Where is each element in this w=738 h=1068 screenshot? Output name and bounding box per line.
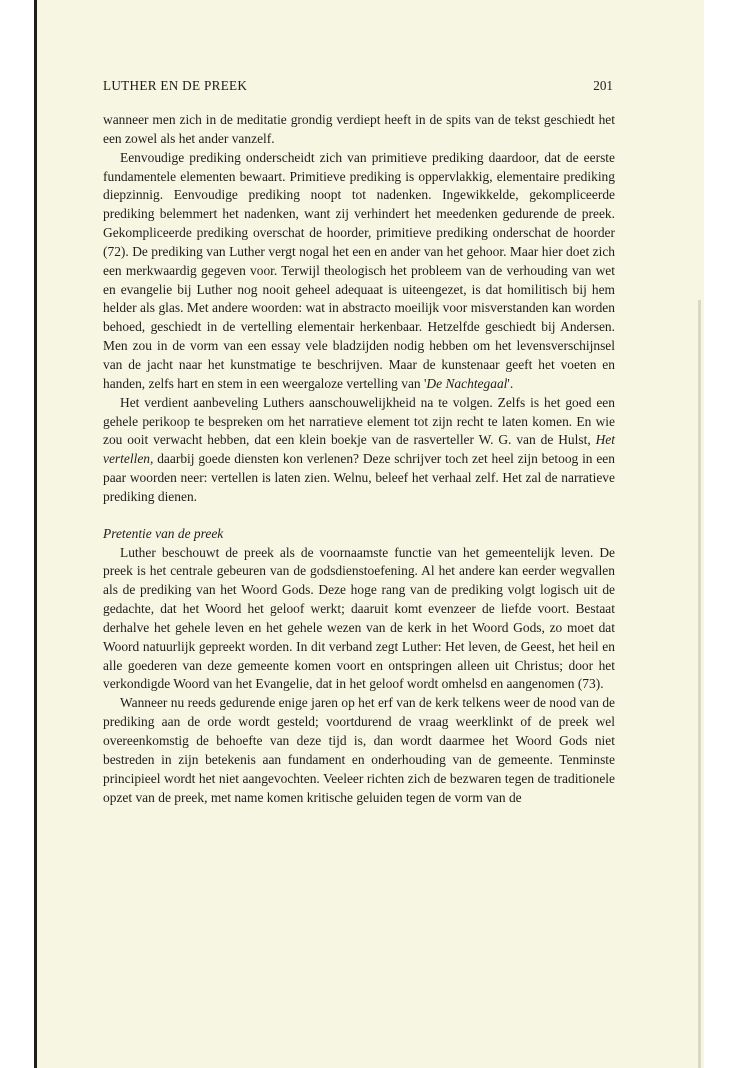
page-binding-edge (34, 0, 37, 1068)
paragraph-sermon-function: Luther beschouwt de preek als de voornaamste functie van het gemeentelijk leven. De preek is het centrale gebeuren van de godsdienstoefening. Al het andere kan eerder wegvallen als de prediking van het Woord Gods. Deze hoge rang van de prediking volgt logisch uit de gedachte, dat het Woord het geloof werkt; daaruit komt evenzeer de liefde voort. Bestaat derhalve het gehele leven en het gehele wezen van de kerk in het Woord Gods, zo moet dat Woord natuurlijk gepreekt worden. In dit verband zegt Luther: Het leven, de Geest, het heil en alle goederen van deze gemeente komen voort en ontspringen alleen uit Christus; door het verkondigde Woord van het Evangelie, dat in het geloof wordt omhelsd en aangenomen (73). (103, 544, 615, 692)
paragraph-text: Het verdient aanbeveling Luthers aanschouwelijkheid na te volgen. Zelfs is het goed een gehele perikoop te bespreken om het narratieve element tot zijn recht te laten komen. En wie zou ooit verwacht hebben, dat een klein boekje van de rasverteller W. G. van de Hulst, (103, 394, 615, 448)
work-title-het-vertellen: Het vertellen, (103, 432, 615, 467)
paragraph-continuation: wanneer men zich in de meditatie grondig verdiept heeft in de spits van de tekst geschiedt het een zowel als het ander vanzelf. (103, 112, 615, 146)
paragraph-text-end: '. (507, 375, 514, 391)
paragraph-text: Eenvoudige prediking onderscheidt zich van primitieve prediking daardoor, dat de eerste fundamentele elementen bewaart. Primitieve prediking is oppervlakkig, elementaire prediking diepzinnig. Eenvoudige prediking noopt tot nadenken. Ingewikkelde, gekompliceerde prediking belemmert het nadenken, want zij verhindert het meedenken gedurende de preek. Gekompliceerde prediking overschat de hoorder, primitieve prediking onderschat de hoorder (72). De prediking van Luther vergt nogal het een en ander van het gehoor. Maar hier doet zich een merkwaardig gegeven voor. Terwijl theologisch het probleem van de verhouding van wet en evangelie bij Luther nog nooit geheel adequaat is uiteengezet, is dat homilitisch bij hem helder als glas. Met andere woorden: wat in abstracto moeilijk voor misverstanden kan worden behoed, geschiedt in de vertelling elementair herkenbaar. Hetzelfde geschiedt bij Andersen. Men zou in de vorm van een essay vele bladzijden nodig hebben om het levensverschijnsel van de jacht naar het kunstmatige te beschrijven. Maar de kunstenaar geeft het voeten en handen, zelfs hart en stem in een weergaloze vertelling van ' (103, 149, 615, 391)
running-title: LUTHER EN DE PREEK (103, 78, 248, 93)
paragraph-need-of-preaching: Wanneer nu reeds gedurende enige jaren op het erf van de kerk telkens weer de nood van de prediking aan de orde wordt gesteld; voortdurend de vraag weerklinkt of de preek wel overeenkomstig de behoefte van deze tijd is, dan wordt daarmee het Woord Gods niet bestreden in zijn betekenis aan fundament en onderhouding van de gemeente. Tenminste principieel wordt het niet aangevochten. Veeleer richten zich de bezwaren tegen de traditionele opzet van de preek, met name komen kritische geluiden tegen de vorm van de (103, 695, 615, 805)
section-heading: Pretentie van de preek (103, 525, 224, 541)
page-edge-shadow (698, 300, 701, 1068)
running-header (103, 78, 615, 98)
work-title-nachtegaal: De Nachtegaal (426, 375, 508, 391)
page-number: 201 (593, 78, 613, 93)
main-text (103, 111, 615, 807)
paragraph-text-end: daarbij goede diensten kon verlenen? Deze schrijver toch zet heel zijn betoog in een paar woorden neer: vertellen is laten zien. Welnu, beleef het verhaal zelf. Het zal de narratieve prediking dienen. (103, 451, 615, 504)
paragraph-simple-preaching (103, 149, 615, 394)
paragraph-luther-vividness (103, 394, 615, 507)
